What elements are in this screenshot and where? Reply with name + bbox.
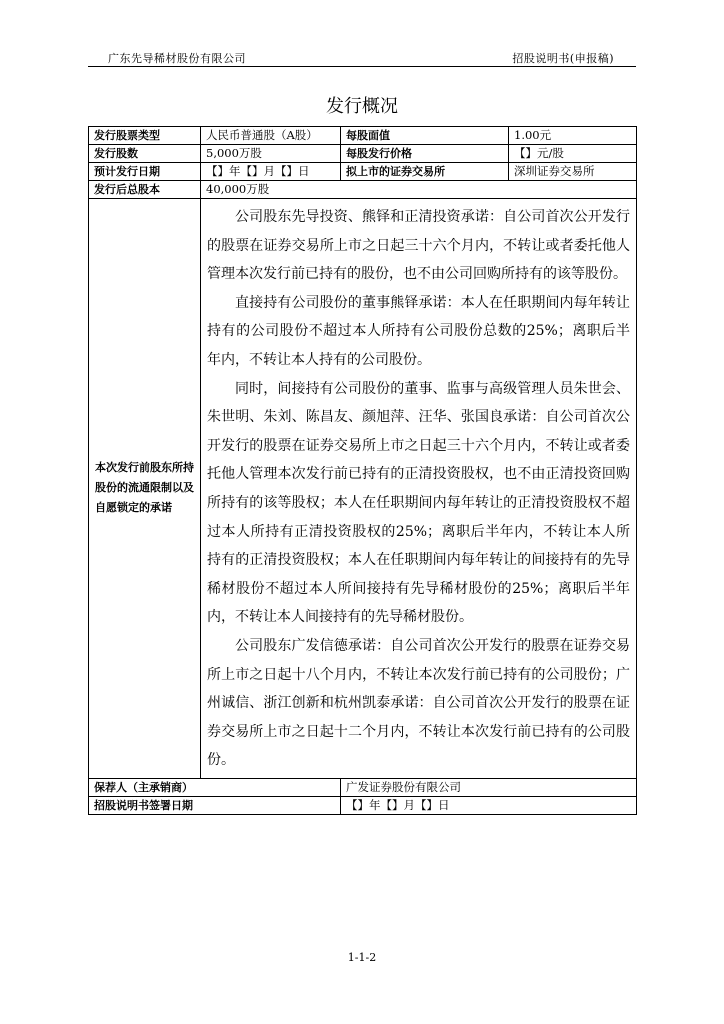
stock-type-label: 发行股票类型 [89, 127, 201, 145]
table-row [89, 145, 637, 163]
table-row [89, 796, 637, 814]
total-capital-value: 40,000万股 [201, 181, 637, 199]
lockup-label: 本次发行前股东所持股份的流通限制以及自愿锁定的承诺 [89, 199, 201, 779]
par-value-label: 每股面值 [341, 127, 509, 145]
table-row [89, 127, 637, 145]
total-capital-label: 发行后总股本 [89, 181, 201, 199]
shares-issued-value: 5,000万股 [201, 145, 341, 163]
par-value-value: 1.00元 [509, 127, 637, 145]
header-company: 广东先导稀材股份有限公司 [108, 52, 246, 65]
issue-price-value: 【】元/股 [509, 145, 637, 163]
stock-type-value: 人民币普通股（A股） [201, 127, 341, 145]
exchange-value: 深圳证券交易所 [509, 163, 637, 181]
shares-issued-label: 发行股数 [89, 145, 201, 163]
table-row [89, 181, 637, 199]
sponsor-value: 广发证券股份有限公司 [341, 778, 637, 796]
lockup-paragraph: 公司股东广发信德承诺：自公司首次公开发行的股票在证券交易所上市之日起十八个月内，不转让本次发行前已持有的公司股份；广州诚信、浙江创新和杭州凯泰承诺：自公司首次公开发行的股票在证券交易所上市之日起十二个月内，不转让本次发行前已持有的公司股份。 [207, 637, 630, 769]
issue-date-label: 预计发行日期 [89, 163, 201, 181]
page-title: 发行概况 [326, 96, 398, 117]
table-row [89, 199, 637, 779]
issuance-overview-table [88, 126, 637, 815]
exchange-label: 拟上市的证券交易所 [341, 163, 509, 181]
lockup-paragraph: 直接持有公司股份的董事熊铎承诺：本人在任职期间内每年转让持有的公司股份不超过本人所持有公司股份总数的25%；离职后半年内，不转让本人持有的公司股份。 [207, 294, 630, 368]
sign-date-label: 招股说明书签署日期 [89, 796, 341, 814]
sign-date-value: 【】年【】月【】日 [341, 796, 637, 814]
header-doc-title: 招股说明书(申报稿) [512, 52, 614, 65]
lockup-paragraph: 公司股东先导投资、熊铎和正清投资承诺：自公司首次公开发行的股票在证券交易所上市之日起三十六个月内，不转让或者委托他人管理本次发行前已持有的股份，也不由公司回购所持有的该等股份。 [207, 209, 630, 283]
table-row [89, 163, 637, 181]
header-divider [88, 66, 636, 67]
table-row [89, 778, 637, 796]
page-number: 1-1-2 [347, 951, 377, 964]
lockup-paragraph: 同时，间接持有公司股份的董事、监事与高级管理人员朱世会、朱世明、朱刘、陈昌友、颜旭萍、汪华、张国良承诺：自公司首次公开发行的股票在证券交易所上市之日起三十六个月内，不转让或者委托他人管理本次发行前已持有的正清投资股权，也不由正清投资回购所持有的该等股权；本人在任职期间内每年转让的正清投资股权不超过本人所持有正清投资股权的25%；离职后半年内，不转让本人所持有的正清投资股权；本人在任职期间内每年转让的间接持有的先导稀材股份不超过本人所间接持有先导稀材股份的25%；离职后半年内，不转让本人间接持有的先导稀材股份。 [207, 380, 630, 626]
issue-date-value: 【】年【】月【】日 [201, 163, 341, 181]
sponsor-label: 保荐人（主承销商） [89, 778, 341, 796]
lockup-commitments [201, 199, 637, 779]
issue-price-label: 每股发行价格 [341, 145, 509, 163]
